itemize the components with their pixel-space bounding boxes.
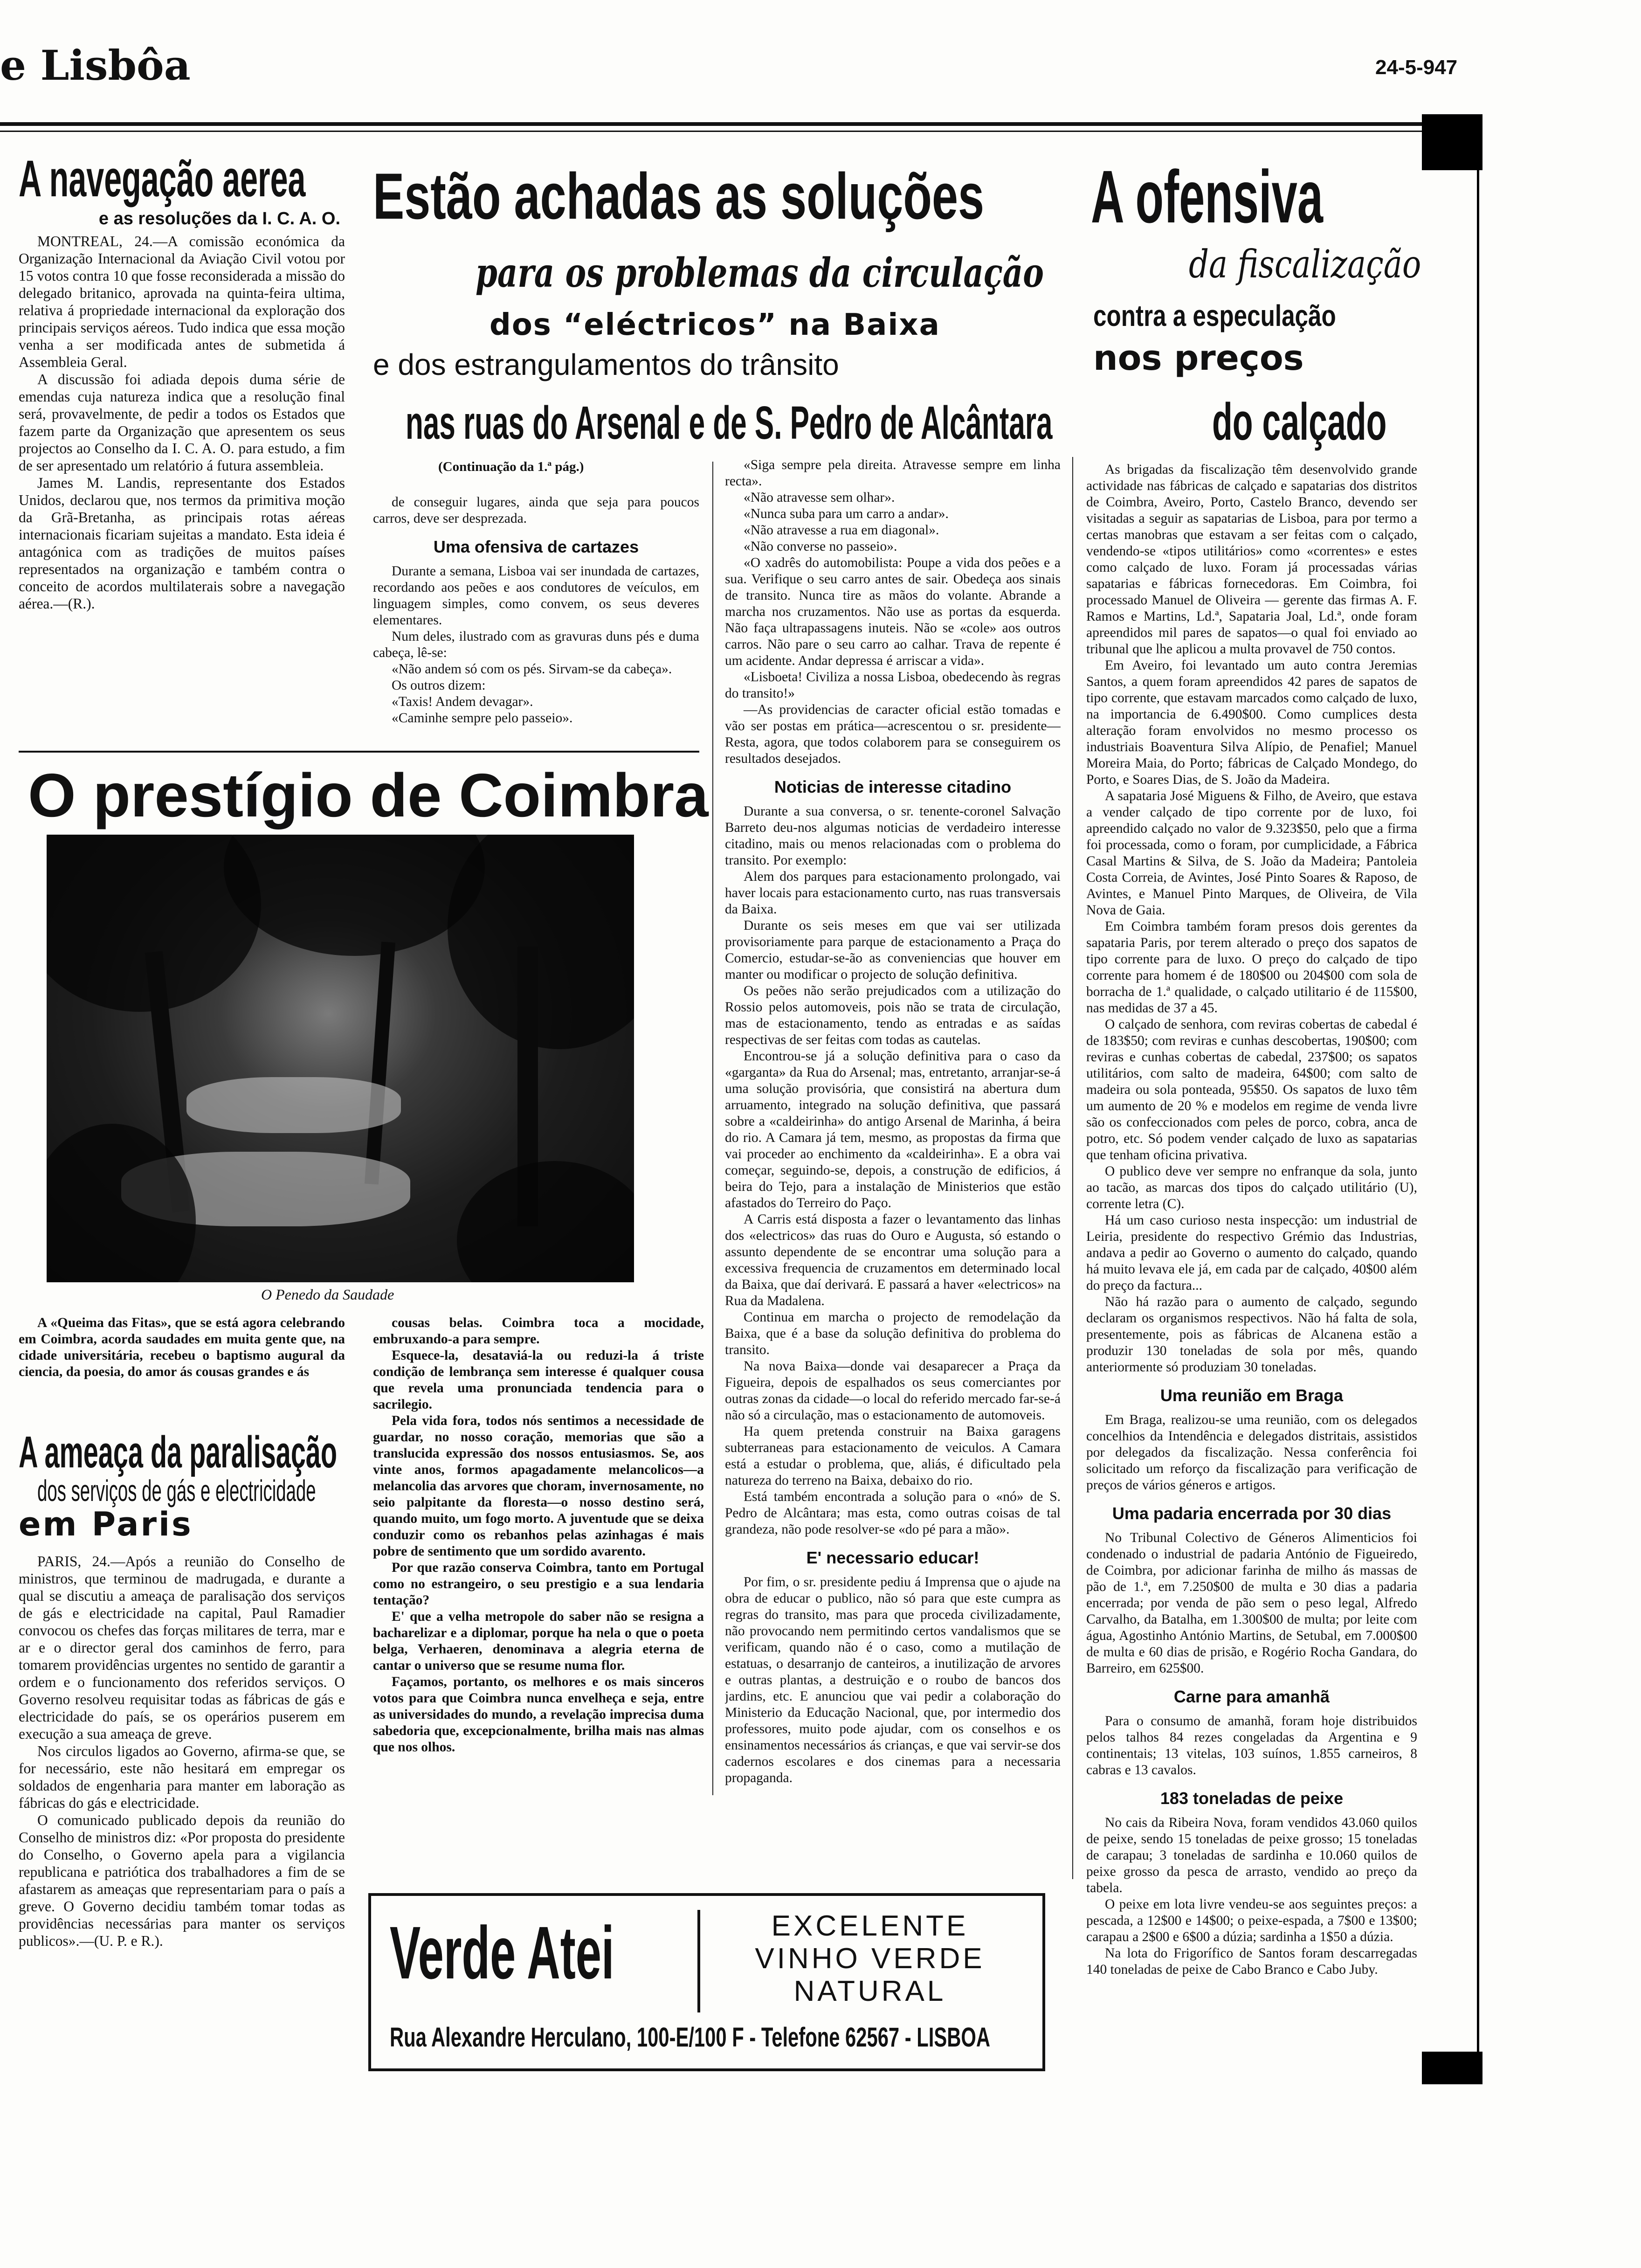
coimbra-headline: O prestígio de Coimbra [28,761,709,830]
solucoes-subhead-educar: E' necessario educar! [806,1548,979,1567]
paragraph: James M. Landis, representante dos Estados Unidos, declarou que, nos termos da primitiva moção da Grã-Bretanha, as principais rotas aéreas internacionais ficariam sujeitas a mandato. Esta ideia é antagónica com as tradições de muitos países representados na organização e também contra o conceito de acordos multilaterais sobre a navegação aérea.—(R.). [19,475,345,612]
paragraph: Ha quem pretenda construir na Baixa garagens subterraneas para estacionamento de veiculos. A Camara está a estudar o problema, que, aliás, é dificultado pela natureza do terreno na Baixa, debaixo do rio. [725,1424,1061,1488]
column-divider-2 [1072,457,1073,1879]
ad-tag-2: VINHO VERDE [755,1943,985,1975]
ofensiva-headline [1091,154,1465,240]
ofensiva-subhead-carne: Carne para amanhã [1173,1687,1330,1706]
paragraph: O comunicado publicado depois da reunião do Conselho de ministros diz: «Por proposta do presidente do Conselho, o Governo apela para a vigilancia republicana e patriótica dos trabalhadores a fim de se afastarem as ameaças que representariam para o país a greve. O Governo decidiu também tomar todas as providências necessárias para manter os serviços publicos».—(U. P. e R.). [19,1812,345,1949]
paragraph: «Siga sempre pela direita. Atravesse sempre em linha recta». [725,457,1061,489]
paris-line2 [37,1473,502,1508]
ofensiva-line3 [1093,298,1397,333]
ofensiva-line5 [1212,392,1485,452]
paris-body [19,1553,345,2112]
ofensiva-body [1086,462,1417,2066]
masthead-rule [0,122,1427,126]
paragraph: Está também encontrada a solução para o «nó» de S. Pedro de Alcântara; mas esta, como outras coisas de tal grandeza, não pode resolver-se «do pé para a mão». [725,1489,1061,1537]
paragraph: «O xadrês do automobilista: Poupe a vida dos peões e a sua. Verifique o seu carro antes de sair. Obedeça aos sinais de transito. Nunca tire as mãos do volante. Abrande a marcha nos cruzamentos. Não use as portas da esquerda. Não faça ultrapassagens inuteis. Não se «cole» aos outros carros. Não pare o seu carro ao calhar. Trava de repente é um acidente. Andar depressa é arriscar a vida». [725,555,1061,668]
paragraph: Em Coimbra também foram presos dois gerentes da sapataria Paris, por terem alterado o preço dos sapatos de tipo corrente para de luxo. O preço do calçado de tipo corrente para homem é de 180$00 ou 204$00 com sola de borracha de 1.ª qualidade, o calçado utilitario é de 115$00, nas medidas de 37 a 45. [1086,919,1417,1016]
ad-tag-3: NATURAL [793,1975,946,2007]
ad-divider [697,1910,700,2012]
navegacao-subhead: e as resoluções da I. C. A. O. [98,209,340,228]
paragraph: Em Aveiro, foi levantado um auto contra Jeremias Santos, a quem foram apreendidos 42 pares de sapatos de tipo corrente, que estavam marcados como calçado de luxo, na importancia de 6.490$00. Como cumplices desta alteração foram envolvidos no mesmo processo os industriais Boaventura Silva Alípio, de Penafiel; Manuel Moreira Maia, do Porto; fábricas de Calçado Mondego, do Porto, e Soares Dias, de S. João da Madeira. [1086,658,1417,787]
paragraph: Na nova Baixa—donde vai desaparecer a Praça da Figueira, depois de espalhados os seus comerciantes por outras zonas da cidade—o local do referido mercado far-se-á não só a circulação, mas o estacionamento de automoveis. [725,1359,1061,1423]
paragraph: Façamos, portanto, os melhores e os mais sinceros votos para que Coimbra nunca envelheça e seja, entre as universidades do mundo, a revelação imprecisa duma sabedoria que, excepcionalmente, brilha mais nas almas que nos olhos. [373,1674,704,1755]
paragraph: Em Braga, realizou-se uma reunião, com os delegados concelhios da Intendência e delegados distritais, assistidos por delegados da fiscalização. Nessa conferência foi solicitado um reforço da fiscalização para verificação de preços de vários géneros e artigos. [1086,1412,1417,1493]
paragraph: A Carris está disposta a fazer o levantamento das linhas dos «electricos» das ruas do Ouro e Augusta, só estando o assunto dependente de se encontrar uma solução para a excessiva frequencia de cruzamentos em determinado local da Baixa, que daí derivará. E passará a haver «electricos» na Rua da Madalena. [725,1212,1061,1308]
coimbra-col1 [19,1315,345,1399]
paragraph: «Caminhe sempre pelo passeio». [392,711,573,726]
paris-line3: em Paris [19,1505,193,1543]
paragraph: No cais da Ribeira Nova, foram vendidos 43.060 quilos de peixe, sendo 15 toneladas de peixe grosso; 15 toneladas de carapau; 3 toneladas de sardinha e 10.060 quilos de peixe grosso da pesca de arrasto, vendido ao preço da tabela. [1086,1815,1417,1895]
paragraph: Os outros dizem: [392,678,486,693]
paragraph: Para o consumo de amanhã, foram hoje distribuidos pelos talhos 84 rezes congeladas da Argentina e 9 continentais; 13 vitelas, 103 suínos, 1.855 carneiros, 8 cabras e 13 cavalos. [1086,1714,1417,1777]
paragraph: «Não converse no passeio». [744,539,897,554]
solucoes-col2 [725,457,1061,2010]
coimbra-photo [47,835,634,1282]
paragraph: Esquece-la, desataviá-la ou reduzi-la á triste condição de lembrança sem interesse é qualquer cousa que revela uma pronunciada tendencia para o sacrilegio. [373,1348,704,1412]
paragraph: de conseguir lugares, ainda que seja para poucos carros, deve ser desprezada. [373,495,699,526]
solucoes-col1 [373,494,699,746]
paragraph: Encontrou-se já a solução definitiva para o caso da «garganta» da Rua do Arsenal; mas, entretanto, arranjar-se-á uma solução provisória, que consistirá na abertura dum arruamento, integrado na solução definitiva, que passará sobre a «caldeirinha» do antigo Arsenal de Marinha, á beira do rio. A Camara já tem, mesmo, as propostas da firma que vai proceder ao enchimento da «caldeirinha». E a obra vai começar, seguindo-se, depois, a construção de edificios, á beira do Tejo, para a instalação de Ministerios que estão afastados do Terreiro do Paço. [725,1049,1061,1210]
paragraph: As brigadas da fiscalização têm desenvolvido grande actividade nas fábricas de calçado e sapatarias dos distritos de Coimbra, Aveiro, Porto, Castelo Branco, devendo ser visitadas a seguir as sapatarias de Lisboa, para por termo a certas manobras que estavam a ser feitas com o calçado, vendendo-se «tipos utilitários» como «correntes» e estes como calçado de luxo. Foram já processadas várias sapatarias e fábricas fornecedoras. Em Coimbra, foi processado Manuel de Oliveira — gerente das firmas A. F. Ramos e Martins, Ld.ª, Sapataria Joal, Ld.ª, onde foram apreendidos mil pares de sapatos—o qual foi enviado ao tribunal que lhe aplicou a multa provavel de 750 contos. [1086,462,1417,657]
navegacao-bottom-rule [19,751,699,753]
ad-address-text: Rua Alexandre Herculano, 100-E/100 F - Telefone 62567 - LISBOA [390,2022,991,2053]
paragraph: A discussão foi adiada depois duma série de emendas cuja natureza indica que a resolução final será, provavelmente, de pedir a todos os Estados que fazem parte da Organização que apresentem os seus projectos ao Conselho da I. C. A. O. para estudo, a fim de ser apresentado um relatório á futura assembleia. [19,371,345,474]
ofensiva-line2: da fiscalização [1189,242,1421,287]
ad-brand-text: Verde Atei [390,1911,614,1994]
paragraph: Há um caso curioso nesta inspecção: um industrial de Leiria, presidente do respectivo Grémio das Industrias, andava a pedir ao Governo o aumento do calçado, quando há muito levava ele já, em cada par de calçado, 40$00 além do preço da factura... [1086,1213,1417,1293]
paragraph: Por fim, o sr. presidente pediu á Imprensa que o ajude na obra de educar o publico, não só para que este cumpra as regras do transito, mas para que proceda civilizadamente, não provocando nem permitindo certos vandalismos que se verificam, quando não é o caso, como a mutilação de estatuas, o desarranjo de canteiros, a inutilização de arvores e outras plantas, a destruição e o roubo de bancos dos jardins, etc. E anunciou que vai pedir a colaboração do Ministerio da Educação Nacional, que, por intermedio dos professores, muito pode ajudar, com os conselhos e os ensinamentos necessários ás crianças, e que vai servir-se dos cadernos escolares e dos cinemas para a necessaria propaganda. [725,1575,1061,1785]
verde-atei-ad [368,1893,1045,2071]
ofensiva-subhead-braga: Uma reunião em Braga [1160,1386,1344,1405]
solucoes-line2: dos “eléctricos” na Baixa [490,308,940,342]
paragraph: Durante a semana, Lisboa vai ser inundada de cartazes, recordando aos peões e aos condutores de veículos, em linguagem simples, como convem, os seus deveres elementares. [373,564,699,628]
paragraph: O publico deve ver sempre no enfranque da sola, junto ao tacão, as marcas dos tipos do calçado utilitário (U), corrente letra (C). [1086,1164,1417,1211]
coimbra-col2 [373,1315,704,1870]
paragraph: «Não atravesse a rua em diagonal». [744,523,939,538]
solucoes-line1: para os problemas da circulação [476,249,1044,297]
navegacao-headline-text: A navegação aerea [19,150,306,207]
paragraph: A sapataria José Miguens & Filho, de Aveiro, que estava a vender calçado de tipo corrente por de luxo, foi apreendido calçado no valor de 9.323$50, pelo que a firma foi processada, como o foram, por cumplicidade, a Fábrica Casal Martins & Silva, de S. João da Madeira; Pantoleia Costa Correia, de Avintes, José Pinto Soares & Raposo, de Avintes, e Manuel Pinto Marques, de Oliveira, de Vila Nova de Gaia. [1086,788,1417,918]
solucoes-line3: e dos estrangulamentos do trânsito [373,348,839,381]
paragraph: —As providencias de caracter oficial estão tomadas e vão ser postas em prática—acrescentou o sr. presidente—Resta, agora, que todos colaborem para se conseguirem os resultados desejados. [725,702,1061,766]
paragraph: «Não andem só com os pés. Sirvam-se da cabeça». [392,662,672,677]
paragraph: «Taxis! Andem devagar». [392,694,533,709]
navegacao-body [19,233,345,612]
solucoes-subhead-noticias: Noticias de interesse citadino [774,777,1012,796]
paragraph: Nos circulos ligados ao Governo, afirma-se que, se for necessário, este não hesitará em empregar os soldados de engenharia para manter em laboração as fábricas do gás e electricidade. [19,1743,345,1811]
paragraph: «Não atravesse sem olhar». [744,490,895,505]
ofensiva-subhead-padaria: Uma padaria encerrada por 30 dias [1112,1504,1392,1523]
paris-headline [19,1427,549,1478]
ofensiva-line4: nos preços [1093,338,1304,378]
ad-tagline [707,1910,1033,2008]
navegacao-article [19,149,345,741]
solucoes-line4-text: nas ruas do Arsenal e de S. Pedro de Alcântara [406,397,1053,449]
paragraph: Continua em marcha o projecto de remodelação da Baixa, que é a base da solução definitiva do problema do transito. [725,1310,1061,1357]
paragraph: PARIS, 24.—Após a reunião do Conselho de ministros, que terminou de madrugada, e durante a qual se discutiu a ameaça de paralisação dos serviços de gás e electricidade na capital, Paul Ramadier convocou os chefes das forças militares de terra, mar e ar e o director geral dos caminhos de ferro, para tomarem providências urgentes no sentido de garantir a ordem e o funcionamento dos referidos serviços. O Governo resolveu requisitar todas as fábricas de gás e electricidade do país, se os operários puserem em execução a sua ameaça de greve. [19,1553,345,1742]
solucoes-continuation: (Continuação da 1.ª pág.) [438,459,584,474]
paragraph: Não há razão para o aumento de calçado, segundo declaram os organismos respectivos. Não há falta de sola, presentemente, pois as fábricas de Alcanena estão a produzir 130 toneladas de sola por mês, quando anteriormente só produziam 30 toneladas. [1086,1294,1417,1375]
ofensiva-line5-text: do calçado [1212,393,1387,451]
paragraph: Os peões não serão prejudicados com a utilização do Rossio pelos automoveis, pois não se trata de circulação, mas de estacionamento, tendo as entradas e as saídas respectivas de ser feitas com todas as cautelas. [725,983,1061,1047]
right-edge-mark-bottom [1422,2052,1482,2084]
ofensiva-line3-text: contra a especulação [1093,299,1336,332]
paris-line2-text: dos serviços de gás e electricidade [37,1474,316,1507]
paragraph: Durante a sua conversa, o sr. tenente-coronel Salvação Barreto deu-nos algumas noticias de verdadeiro interesse citadino, mais ou menos relacionadas com o problema do transito. Por exemplo: [725,804,1061,868]
paragraph: Pela vida fora, todos nós sentimos a necessidade de guardar, no nosso coração, memorias que são a translucida expressão dos nossos entusiasmos. Se, aos vinte anos, formos apagadamente melancolicos—a melancolia das arvores que choram, invernosamente, no seio palpitante da floresta—o nosso destino será, quando muito, um fogo morto. A juventude que se deixa conduzir como os rebanhos pelas azinhagas é mais pobre de sentimento que um sordido avarento. [373,1413,704,1559]
navegacao-headline [19,149,345,205]
ofensiva-headline-text: A ofensiva [1091,155,1323,238]
coimbra-photo-caption: O Penedo da Saudade [261,1286,394,1303]
paragraph: Durante os seis meses em que vai ser utilizada provisoriamente para parque de estacionamento a Praça do Comercio, estudar-se-ão as conveniencias que houver em manter ou modificar o projecto de solução definitiva. [725,918,1061,982]
paragraph: E' que a velha metropole do saber não se resigna a bacharelizar e a diplomar, porque ha nela o que o poeta belga, Verhaeren, denominava a alegria eterna de cantar o universo que se resume numa flor. [373,1609,704,1673]
masthead-title: e Lisbôa [0,41,191,90]
paris-headline-text: A ameaça da paralisação [19,1427,338,1477]
paragraph: No Tribunal Colectivo de Géneros Alimenticios foi condenado o industrial de padaria António de Figueiredo, de Coimbra, por adicionar farinha de milho ás massas de pão de 1.ª, em 7.250$00 de multa e 30 dias a padaria encerrada; por venda de pão sem o peso legal, Alfredo Carvalho, da Batalha, em 1.300$00 de multa; por leite com água, Agostinho António Martins, de Setubal, em 7.000$00 de multa e 60 dias de prisão, e Rogério Rocha Gandara, do Barreiro, em 625$00. [1086,1530,1417,1676]
masthead-rule-thin [0,131,1427,132]
paragraph: MONTREAL, 24.—A comissão económica da Organização Internacional da Aviação Civil votou por 15 votos contra 10 que fosse reconsiderada a missão do delegado britanico, aprovada na quinta-feira ultima, relativa á propriedade internacional da exploração dos principais serviços aéreos. Tudo indica que essa moção venha a ser modificada antes de submetida á Assembleia Geral. [19,233,345,370]
paragraph: Por que razão conserva Coimbra, tanto em Portugal como no estrangeiro, o seu prestigio e a sua lendaria tentação? [373,1560,704,1608]
column-divider-1 [712,462,713,1795]
solucoes-headline-text: Estão achadas as soluções [373,159,985,233]
paragraph: Na lota do Frigorífico de Santos foram descarregadas 140 toneladas de peixe de Cabo Branco e Cabo Juby. [1086,1946,1417,1977]
masthead-date: 24-5-947 [1375,56,1458,79]
ofensiva-subhead-peixe: 183 toneladas de peixe [1160,1789,1344,1808]
solucoes-subhead-cartazes: Uma ofensiva de cartazes [433,537,639,556]
ad-tag-1: EXCELENTE [771,1910,969,1942]
paragraph: Alem dos parques para estacionamento prolongado, vai haver locais para estacionamento curto, nas ruas transversais da Baixa. [725,869,1061,917]
paragraph: O peixe em lota livre vendeu-se aos seguintes preços: a pescada, a 12$00 e 14$00; o peixe-espada, a 7$00 e 13$00; carapau a 2$00 e 6$00 a dúzia; sardinha a 1$50 a dúzia. [1086,1897,1417,1944]
paragraph: cousas belas. Coimbra toca a mocidade, embruxando-a para sempre. [373,1315,704,1347]
paragraph: Num deles, ilustrado com as gravuras duns pés e duma cabeça, lê-se: [373,629,699,660]
paragraph: A «Queima das Fitas», que se está agora celebrando em Coimbra, acorda saudades em muita gente que, na cidade universitária, recebeu o baptismo augural da ciencia, da poesia, do amor ás cousas grandes e ás [19,1315,345,1379]
paragraph: «Lisboeta! Civiliza a nossa Lisboa, obedecendo às regras do transito!» [725,670,1061,701]
paragraph: O calçado de senhora, com reviras cobertas de cabedal é de 183$50; com reviras e cunhas descobertas, 190$00; com reviras e cunhas cobertas de cabedal, 237$00; os sapatos utilitários, com salto de madeira, 64$00; com salto de madeira ou sola ponteada, 95$50. Os sapatos de luxo têm um aumento de 20 % e modelos em regime de venda livre são os confeccionados com peles de porco, cobra, anca de potro, etc. Só podem vender calçado de luxo as sapatarias que tenham oficina privativa. [1086,1017,1417,1162]
paragraph: «Nunca suba para um carro a andar». [744,506,949,521]
